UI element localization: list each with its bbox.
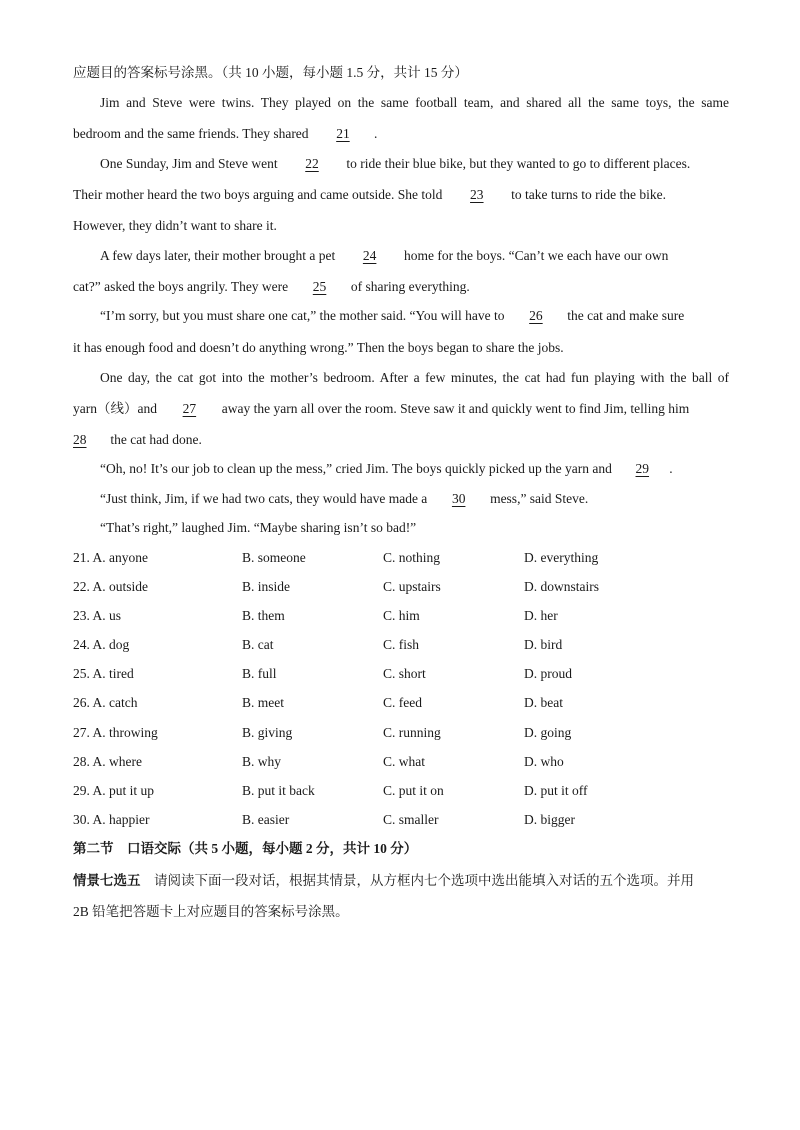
passage-line: A few days later, their mother brought a pet 24 home for the boys. “Can’t we each have our own [100, 248, 669, 263]
passage-line: Their mother heard the two boys arguing and came outside. She told 23 to take turns to ride the bike. [73, 187, 667, 202]
option-c: C. smaller [383, 812, 439, 827]
option-a: 26. A. catch [73, 695, 138, 710]
option-c: C. fish [383, 637, 420, 652]
instruction-tail: 应题目的答案标号涂黑。（共 10 小题，每小题 1.5 分，共计 15 分） [73, 65, 468, 80]
option-c: C. nothing [383, 550, 441, 565]
option-c: C. what [383, 754, 425, 769]
passage-line: 28 the cat had done. [73, 432, 202, 447]
option-c: C. short [383, 666, 426, 681]
blank-29: 29 [635, 461, 650, 476]
option-b: B. why [242, 754, 282, 769]
option-d: D. put it off [524, 783, 588, 798]
blank-28: 28 [73, 432, 87, 447]
option-a: 29. A. put it up [73, 783, 155, 798]
option-d: D. everything [524, 550, 599, 565]
passage-line: “Oh, no! It’s our job to clean up the mess,” cried Jim. The boys quickly picked up the yarn and 29 . [100, 461, 673, 476]
passage-line: bedroom and the same friends. They shared 21 . [73, 126, 378, 141]
blank-23: 23 [470, 187, 484, 202]
section-instruction: 2B 铅笔把答题卡上对应题目的答案标号涂黑。 [73, 904, 349, 919]
blank-30: 30 [451, 491, 466, 506]
passage-line: cat?” asked the boys angrily. They were 25 of sharing everything. [73, 279, 470, 294]
blank-25: 25 [312, 279, 327, 294]
option-b: B. full [242, 666, 277, 681]
option-d: D. who [524, 754, 564, 769]
option-d: D. downstairs [524, 579, 599, 594]
blank-26: 26 [529, 308, 543, 323]
option-b: B. easier [242, 812, 290, 827]
passage-line: it has enough food and doesn’t do anything wrong.” Then the boys began to share the jobs. [73, 340, 564, 355]
option-b: B. them [242, 608, 285, 623]
option-a: 23. A. us [73, 608, 122, 623]
blank-24: 24 [362, 248, 377, 263]
option-b: B. giving [242, 725, 293, 740]
passage-line: “That’s right,” laughed Jim. “Maybe sharing isn’t so bad!” [100, 520, 417, 535]
passage-line: One Sunday, Jim and Steve went 22 to ride their blue bike, but they wanted to go to different places. [100, 156, 691, 171]
option-d: D. her [524, 608, 558, 623]
option-c: C. put it on [383, 783, 444, 798]
option-a: 21. A. anyone [73, 550, 148, 565]
passage-line: “Just think, Jim, if we had two cats, they would have made a 30 mess,” said Steve. [100, 491, 589, 506]
option-d: D. bigger [524, 812, 575, 827]
section-label: 情景七选五 [73, 873, 141, 888]
passage-line: One day, the cat got into the mother’s bedroom. After a few minutes, the cat had fun playing with the ball of [100, 370, 729, 385]
option-b: B. cat [242, 637, 274, 652]
passage-line: However, they didn’t want to share it. [73, 218, 277, 233]
passage-line: “I’m sorry, but you must share one cat,” the mother said. “You will have to 26 the cat and make sure [100, 308, 685, 323]
option-c: C. running [383, 725, 441, 740]
section-instruction: 情景七选五 请阅读下面一段对话，根据其情景，从方框内七个选项中选出能填入对话的五个选项。并用 [73, 873, 694, 888]
option-a: 25. A. tired [73, 666, 134, 681]
option-b: B. inside [242, 579, 291, 594]
option-b: B. someone [242, 550, 306, 565]
option-a: 24. A. dog [73, 637, 130, 652]
option-a: 28. A. where [73, 754, 142, 769]
passage-line: Jim and Steve were twins. They played on the same football team, and shared all the same toys, the same [100, 95, 729, 110]
section-heading: 第二节 口语交际（共 5 小题，每小题 2 分，共计 10 分） [73, 841, 418, 856]
option-a: 27. A. throwing [73, 725, 158, 740]
option-a: 30. A. happier [73, 812, 150, 827]
option-c: C. upstairs [383, 579, 441, 594]
option-d: D. beat [524, 695, 563, 710]
option-a: 22. A. outside [73, 579, 149, 594]
blank-22: 22 [305, 156, 319, 171]
option-d: D. proud [524, 666, 572, 681]
passage-line: yarn（线）and 27 away the yarn all over the room. Steve saw it and quickly went to find Jim, telling him [73, 401, 690, 416]
option-b: B. meet [242, 695, 284, 710]
option-c: C. him [383, 608, 420, 623]
blank-21: 21 [336, 126, 350, 141]
option-b: B. put it back [242, 783, 315, 798]
blank-27: 27 [182, 401, 197, 416]
option-c: C. feed [383, 695, 422, 710]
option-d: D. going [524, 725, 572, 740]
option-d: D. bird [524, 637, 563, 652]
